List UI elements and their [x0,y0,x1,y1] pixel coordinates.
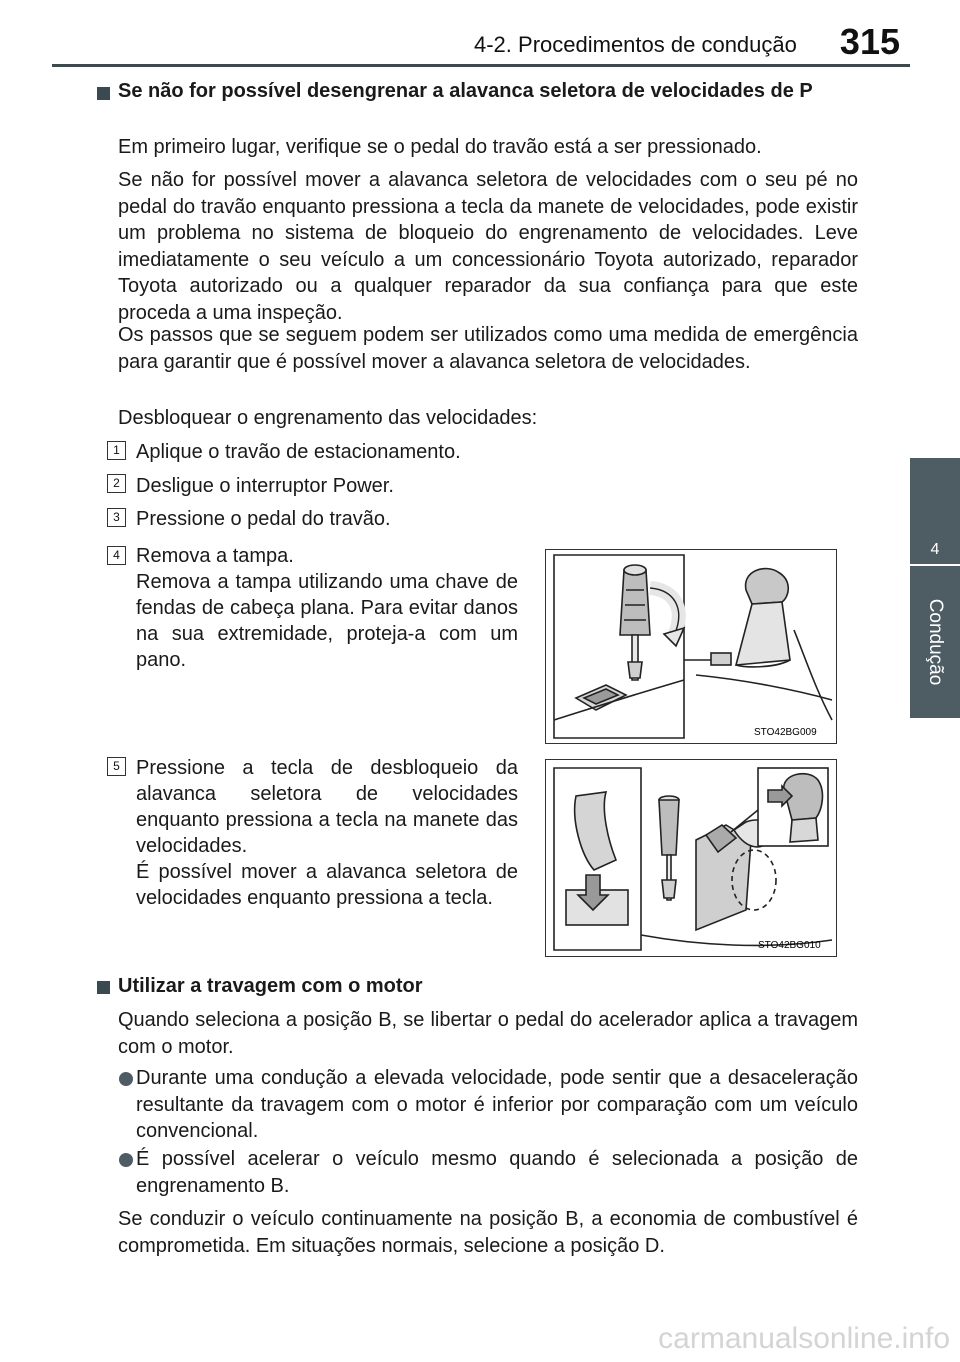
step-number-1: 1 [107,441,126,460]
step-2-text: Desligue o interruptor Power. [136,475,394,497]
paragraph-unlock-intro: Desbloquear o engrenamento das velocidades: [118,407,538,429]
figure-code-1: STO42BG009 [754,727,817,738]
step-number-3: 3 [107,508,126,527]
bullet-dot-2 [119,1153,133,1167]
paragraph-b-position: Quando seleciona a posição B, se libertar o pedal do acelerador aplica a travagem com o motor. [118,1009,858,1058]
section-heading-p-lever: Se não for possível desengrenar a alavanca seletora de velocidades de P [118,80,813,102]
watermark-text: carmanualsonline.info [658,1322,950,1355]
section-heading-engine-braking: Utilizar a travagem com o motor [118,975,423,997]
unlock-button-illustration [546,760,836,956]
paragraph-lock-problem: Se não for possível mover a alavanca seletora de velocidades com o seu pé no pedal do travão enquanto pressiona a tecla da manete de velocidades, pode existir um problema no sistema de bloqueio do engrenamento de velocidades. Leve imediatamente o seu veículo a um concessionário Toyota autorizado, reparador Toyota autorizado ou a qualquer reparador da sua confiança para que este proceda a uma inspeção. [118,169,858,324]
paragraph-emergency-measure: Os passos que se seguem podem ser utilizados como uma medida de emergência para garantir que é possível mover a alavanca seletora de velocidades. [118,324,858,373]
section-header: 4-2. Procedimentos de condução [474,32,797,57]
screwdriver-cover-illustration [546,550,836,743]
bullet-dot-1 [119,1072,133,1086]
section-marker-square-2 [97,981,110,994]
chapter-label: Condução [925,598,946,686]
header-rule [52,64,910,67]
step-3-text: Pressione o pedal do travão. [136,508,391,530]
page-number: 315 [839,21,900,62]
step-5-title: Pressione a tecla de desbloqueio da alavanca seletora de velocidades enquanto pressiona a tecla na manete das velocidades. [136,757,518,857]
figure-remove-cover [545,549,837,744]
paragraph-fuel-economy: Se conduzir o veículo continuamente na posição B, a economia de combustível é comprometida. Em situações normais, selecione a posição D. [118,1208,858,1257]
step-5-block [136,755,518,911]
step-4-text: Remova a tampa utilizando uma chave de fendas de cabeça plana. Para evitar danos na sua extremidade, proteja-a com um pano. [136,571,518,671]
step-1-text: Aplique o travão de estacionamento. [136,441,461,463]
step-4-title: Remova a tampa. [136,545,294,567]
bullet-deceleration: Durante uma condução a elevada velocidade, pode sentir que a desaceleração resultante da travagem com o motor é inferior por comparação com um veículo convencional. [136,1067,858,1142]
figure-unlock-button [545,759,837,957]
step-number-2: 2 [107,474,126,493]
figure-code-2: STO42BG010 [758,940,821,951]
step-number-5: 5 [107,757,126,776]
bullet-accelerate: É possível acelerar o veículo mesmo quando é selecionada a posição de engrenamento B. [136,1148,858,1197]
paragraph-check-brake: Em primeiro lugar, verifique se o pedal do travão está a ser pressionado. [118,136,762,158]
step-5-text: É possível mover a alavanca seletora de velocidades enquanto pressiona a tecla. [136,861,518,909]
section-marker-square [97,87,110,100]
step-4-block [136,543,518,673]
chapter-number: 4 [930,541,940,558]
step-number-4: 4 [107,546,126,565]
chapter-label-box [910,566,960,718]
